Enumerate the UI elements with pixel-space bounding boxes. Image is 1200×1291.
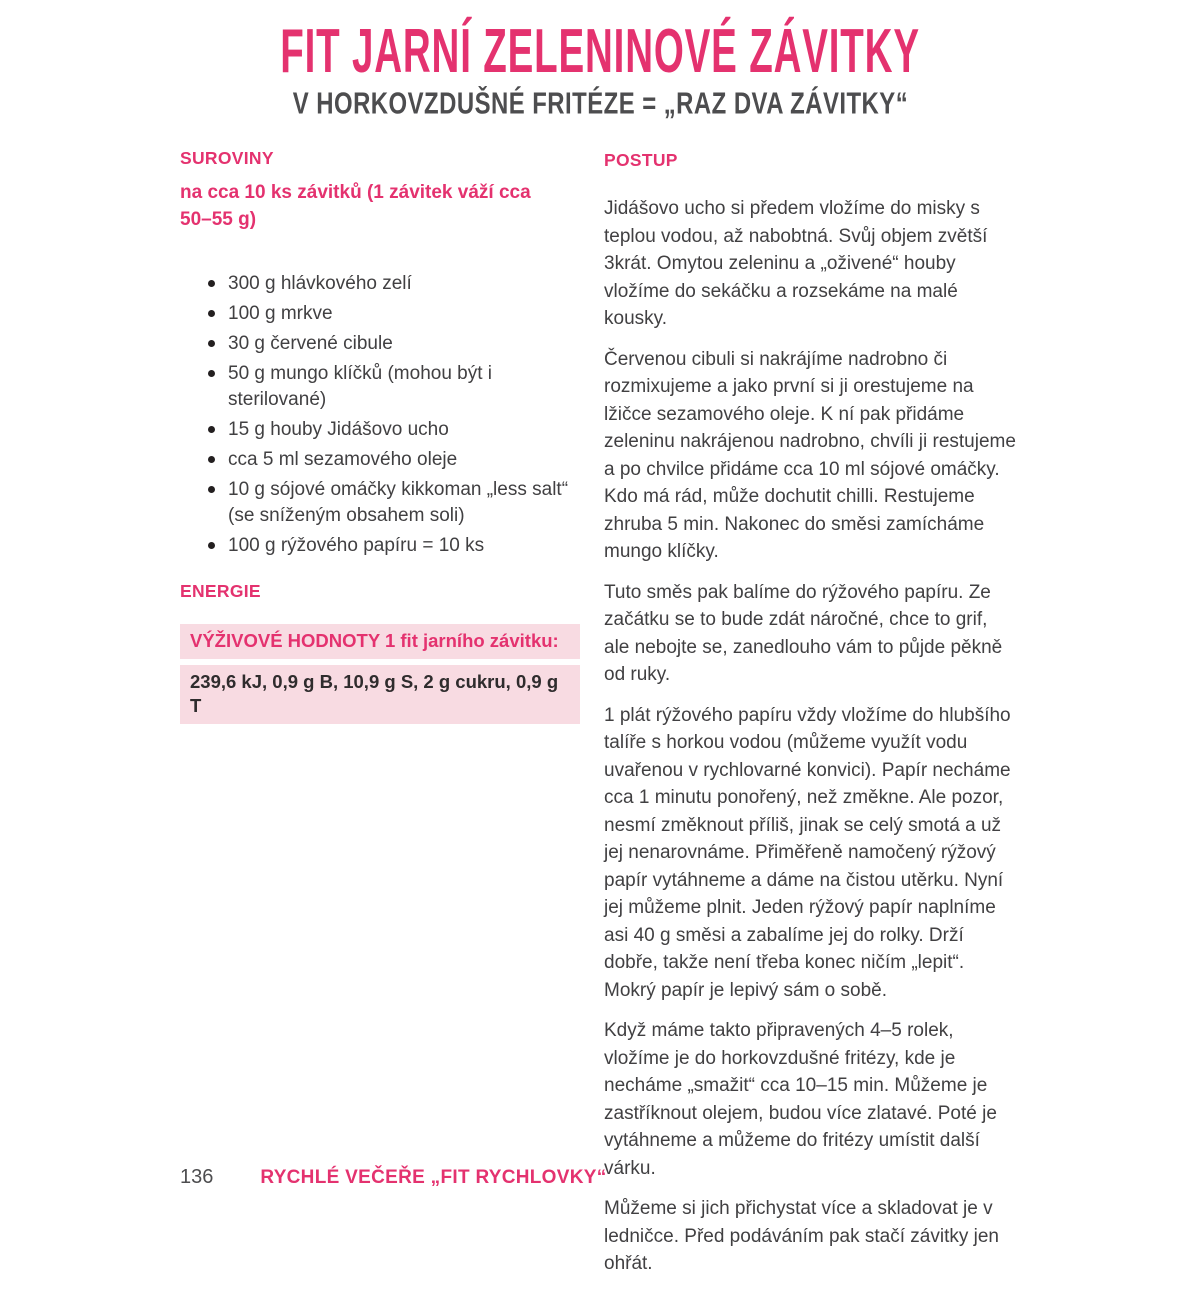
ingredient-text: 10 g sójové omáčky kikkoman „less salt“ (se sníženým obsahem soli)	[228, 479, 569, 526]
method-paragraph: Když máme takto připravených 4–5 rolek, vložíme je do horkovzdušné fritézy, kde je necháme „smažit“ cca 10–15 min. Můžeme je zastříknout olejem, budou více zlatavé. Poté je vytáhneme a můžeme do fritézy umístit další várku.	[604, 1020, 997, 1179]
ingredient-text: 15 g houby Jidášovo ucho	[228, 419, 449, 440]
bullet-icon	[208, 426, 215, 433]
method-paragraphs	[604, 195, 1018, 1278]
ingredient-text: 100 g rýžového papíru = 10 ks	[228, 535, 485, 556]
bullet-icon	[208, 340, 215, 347]
bullet-icon	[208, 310, 215, 317]
recipe-subtitle: V HORKOVZDUŠNÉ FRITÉZE = „RAZ DVA ZÁVITKY“	[292, 85, 908, 121]
method-paragraph: Tuto směs pak balíme do rýžového papíru. Ze začátku se to bude zdát náročné, chce to grif, ale nebojte se, zanedlouho vám to půjde pěkně od ruky.	[604, 581, 1003, 685]
ingredient-item	[180, 533, 582, 559]
nutrition-box	[180, 624, 580, 724]
ingredient-text: 100 g mrkve	[228, 303, 333, 324]
ingredients-heading: SUROVINY	[180, 148, 274, 168]
ingredient-text: 30 g červené cibule	[228, 333, 393, 354]
ingredient-item	[180, 417, 582, 443]
page-header	[0, 14, 1200, 121]
ingredient-item	[180, 331, 582, 357]
footer-chapter-title: RYCHLÉ VEČEŘE „FIT RYCHLOVKY“	[260, 1167, 607, 1188]
page-footer	[180, 1166, 607, 1189]
ingredients-column	[180, 148, 582, 724]
method-heading: POSTUP	[604, 150, 678, 170]
ingredient-text: 300 g hlávkového zelí	[228, 273, 412, 294]
method-paragraph: 1 plát rýžového papíru vždy vložíme do hlubšího talíře s horkou vodou (můžeme využít vodu uvařenou v rychlovarné konvici). Papír necháme cca 1 minutu ponořený, než změkne. Ale pozor, nesmí změknout příliš, jinak se celý smotá a už jej nenarovnáme. Přiměřeně namočený rýžový papír vytáhneme a dáme na čistou utěrku. Nyní jej můžeme plnit. Jeden rýžový papír naplníme asi 40 g směsi a zabalíme jej do rolky. Drží dobře, takže není třeba konec ničím „lepit“. Mokrý papír je lepivý sám o sobě.	[604, 704, 1011, 1001]
bullet-icon	[208, 486, 215, 493]
nutrition-label: VÝŽIVOVÉ HODNOTY 1 fit jarního závitku:	[180, 624, 580, 659]
bullet-icon	[208, 456, 215, 463]
ingredient-list	[180, 271, 582, 559]
bullet-icon	[208, 370, 215, 377]
ingredient-item	[180, 271, 582, 297]
method-paragraph: Červenou cibuli si nakrájíme nadrobno či rozmixujeme a jako první si ji orestujeme na lžičce sezamového oleje. K ní pak přidáme zeleninu nakrájenou nadrobno, chvíli ji restujeme a po chvilce přidáme cca 10 ml sójové omáčky. Kdo má rád, může dochutit chilli. Restujeme zhruba 5 min. Nakonec do směsi zamícháme mungo klíčky.	[604, 348, 1016, 562]
ingredient-item	[180, 301, 582, 327]
ingredient-text: 50 g mungo klíčků (mohou být i sterilované)	[228, 363, 493, 410]
page-number: 136	[180, 1166, 214, 1188]
recipe-title: FIT JARNÍ ZELENINOVÉ ZÁVITKY	[280, 15, 920, 86]
nutrition-values: 239,6 kJ, 0,9 g B, 10,9 g S, 2 g cukru, 0,9 g T	[180, 665, 580, 724]
ingredient-item	[180, 361, 582, 413]
ingredient-text: cca 5 ml sezamového oleje	[228, 449, 458, 470]
yield-note: na cca 10 ks závitků (1 závitek váží cca 50–55 g)	[180, 182, 531, 230]
method-column	[604, 150, 1018, 1291]
bullet-icon	[208, 542, 215, 549]
ingredient-item	[180, 447, 582, 473]
bullet-icon	[208, 280, 215, 287]
method-paragraph: Jidášovo ucho si předem vložíme do misky s teplou vodou, až nabobtná. Svůj objem zvětší 3krát. Omytou zeleninu a „oživené“ houby vložíme do sekáčku a rozsekáme na malé kousky.	[604, 198, 988, 329]
ingredient-item	[180, 477, 582, 529]
method-paragraph: Můžeme si jich přichystat více a skladovat je v ledničce. Před podáváním pak stačí závitky jen ohřát.	[604, 1198, 999, 1274]
energy-heading: ENERGIE	[180, 581, 261, 601]
